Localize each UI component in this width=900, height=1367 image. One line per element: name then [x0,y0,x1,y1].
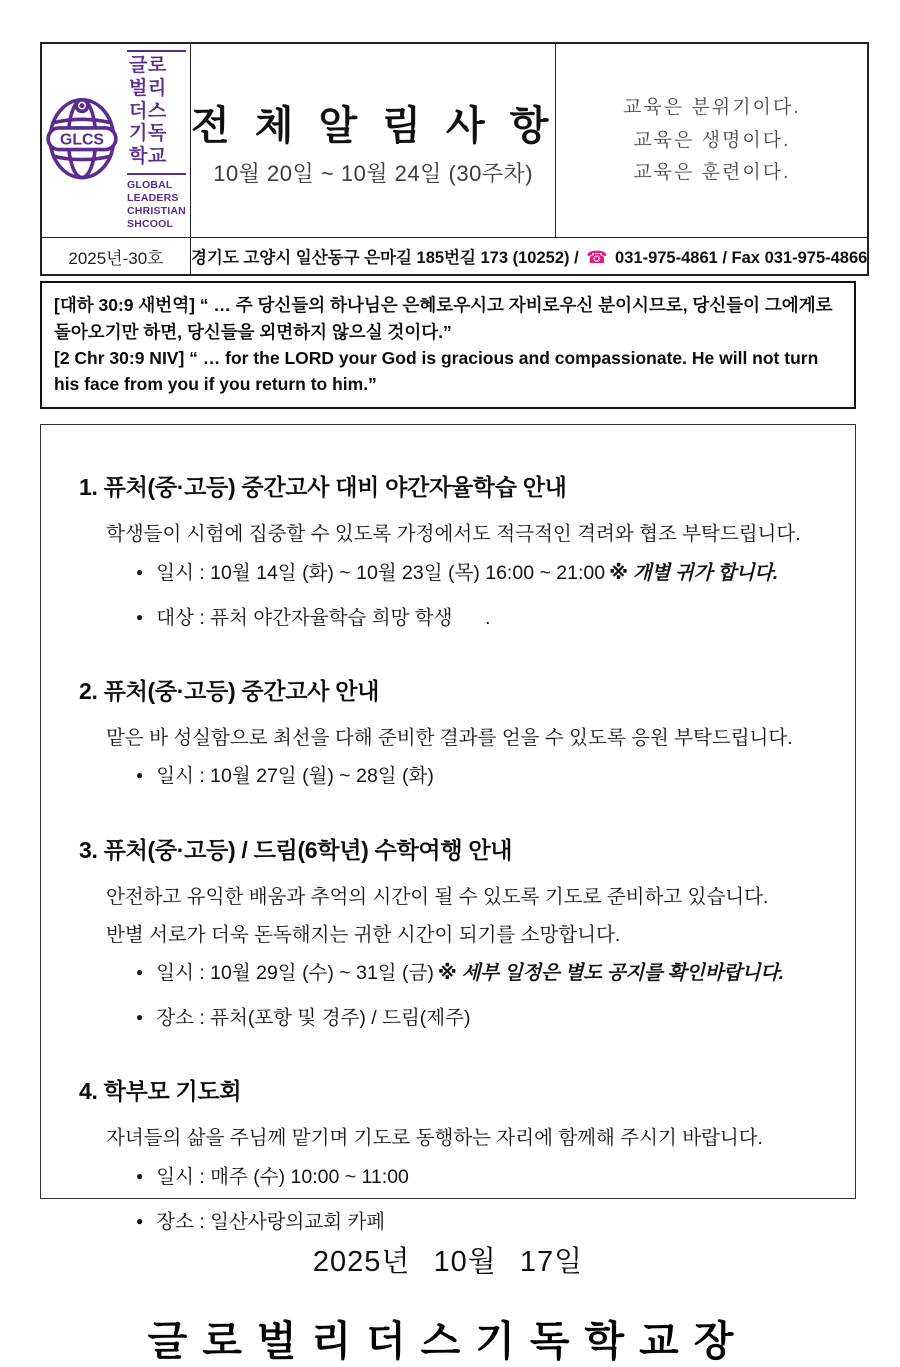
bullet-dot-icon: ● [136,1168,144,1183]
school-globe-logo-icon [46,94,118,187]
svg-text:GLCS: GLCS [60,131,104,149]
bullet-item [136,1163,815,1192]
bullet-dot-icon: ● [136,1010,144,1025]
motto-line-2: 교육은 생명이다. [633,129,791,151]
motto-line-3: 교육은 훈련이다. [633,161,791,183]
motto-line-1: 교육은 분위기이다. [623,97,801,119]
section-body: 맡은 바 성실함으로 최선을 다해 준비한 결과를 얻을 수 있도록 응원 부탁드립니다. [106,727,793,750]
bullet-text: 일시 : 10월 29일 (수) ~ 31일 (금) [156,961,434,984]
bullet-dot-icon: ● [136,564,144,579]
bullet-text: 장소 : 퓨처(포항 및 경주) / 드림(제주) [156,1007,471,1030]
school-name-block [127,50,186,231]
section-title: 3. 퓨처(중·고등) / 드림(6학년) 수학여행 안내 [79,836,513,863]
section-body: 반별 서로가 더욱 돈독해지는 귀한 시간이 되기를 소망합니다. [106,923,621,946]
school-address: 경기도 고양시 일산동구 은마길 185번길 173 (10252) / [190,249,579,268]
bullet-emphasis: ※ 세부 일정은 별도 공지를 확인바랍니다. [437,961,784,984]
bullet-item [136,559,815,588]
section-2-midterm-exam [79,673,815,791]
school-name-en-line2: CHRISTIAN SHCOOL [127,205,186,231]
bullet-item [136,604,815,633]
bullet-text: 일시 : 10월 14일 (화) ~ 10월 23일 (목) 16:00 ~ 21:00 [156,561,606,584]
notice-body-box [40,424,856,1233]
bullet-item [136,959,815,988]
document-title: 전 체 알 림 사 항 [190,103,556,148]
school-motto [556,92,867,189]
bullet-item [136,1004,815,1033]
bullet-text: 일시 : 매주 (수) 10:00 ~ 11:00 [156,1165,409,1188]
document-subtitle: 10월 20일 ~ 10월 24일 (30주차) [213,160,534,186]
school-name-kr [127,50,186,175]
bullet-dot-icon: ● [136,768,144,783]
bullet-emphasis: ※ 개별 귀가 합니다. [609,561,778,584]
section-1-night-study [79,469,815,633]
section-body: 학생들이 시험에 집중할 수 있도록 가정에서도 적극적인 격려와 협조 부탁드립니다. [106,523,801,546]
logo-cell [41,43,190,238]
address-row [190,238,868,276]
section-4-parent-prayer [79,1073,815,1237]
issue-number: 2025년-30호 [41,238,190,276]
section-title: 1. 퓨처(중·고등) 중간고사 대비 야간자율학습 안내 [79,474,567,501]
school-name-en [127,179,186,232]
bullet-dot-icon: ● [136,1213,144,1228]
bullet-text: 대상 : 퓨처 야간자율학습 희망 학생 . [156,606,491,629]
section-title: 4. 학부모 기도회 [79,1078,242,1105]
phone-fax-numbers: 031-975-4861 / Fax 031-975-4866 [615,249,868,268]
bullet-dot-icon: ● [136,609,144,624]
bullet-text: 일시 : 10월 27일 (월) ~ 28일 (화) [156,765,434,788]
notice-sheet [40,42,868,1367]
bullet-text: 장소 : 일산사랑의교회 카페 [156,1210,386,1233]
bullet-dot-icon: ● [136,964,144,979]
verse-english: [2 Chr 30:9 NIV] “ … for the LORD your God is gracious and compassionate. He will not turn his face from you if you return to him.” [54,347,819,395]
issue-date: 2025년 10월 17일 [312,1246,584,1279]
motto-cell [556,43,868,238]
principal-signature: 글로벌리더스기독학교장 [147,1318,749,1365]
verse-korean: [대하 30:9 새번역] “ … 주 당신들의 하나님은 은혜로우시고 자비로우신 분이시므로, 당신들이 그에게로 돌아오기만 하면, 당신들을 외면하지 않으실 것이다.” [54,295,833,342]
school-name-en-line1: GLOBAL LEADERS [127,178,179,205]
section-3-school-trip [79,832,815,1034]
section-title: 2. 퓨처(중·고등) 중간고사 안내 [79,678,380,705]
bible-verse-box [40,281,856,409]
bullet-item [136,1208,815,1237]
school-name-kr-line1: 글로벌리더스 [129,55,167,122]
phone-icon: ☎ [586,248,608,268]
school-name-kr-line2: 기독학교 [129,123,167,168]
bullet-item [136,762,815,791]
section-body: 안전하고 유익한 배움과 추억의 시간이 될 수 있도록 기도로 준비하고 있습니다. [106,885,769,908]
header-table [40,42,869,276]
title-cell [190,43,555,238]
section-body: 자녀들의 삶을 주님께 맡기며 기도로 동행하는 자리에 함께해 주시기 바랍니다. [106,1127,763,1150]
